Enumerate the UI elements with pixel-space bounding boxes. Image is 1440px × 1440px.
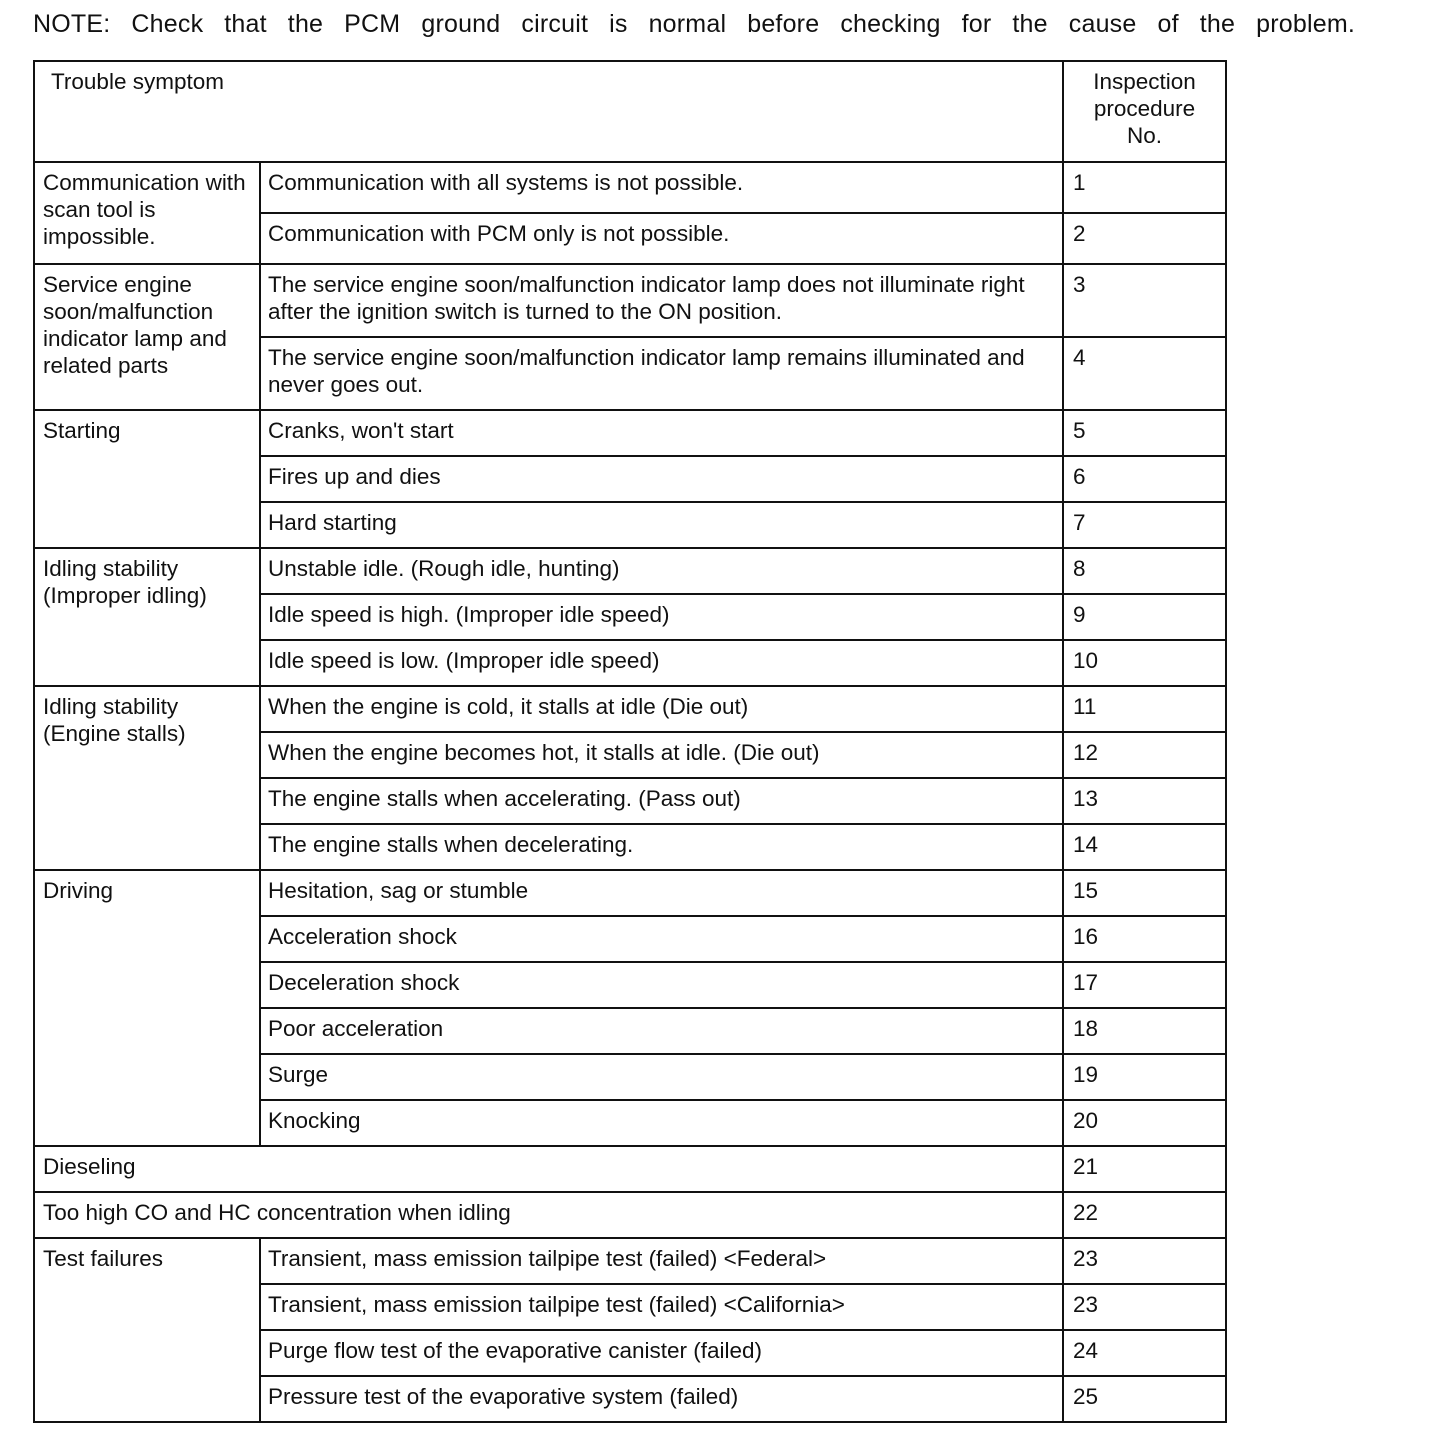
category-cell: Test failures (34, 1238, 260, 1422)
procedure-number: 4 (1063, 337, 1226, 410)
procedure-number: 10 (1063, 640, 1226, 686)
symptom-cell: Idle speed is low. (Improper idle speed) (260, 640, 1063, 686)
symptom-cell: Hard starting (260, 502, 1063, 548)
procedure-number: 22 (1063, 1192, 1226, 1238)
table-row (34, 686, 1226, 732)
procedure-number: 3 (1063, 264, 1226, 337)
table-row (34, 162, 1226, 213)
table-row (34, 1192, 1226, 1238)
table-row (34, 1146, 1226, 1192)
symptom-cell: Purge flow test of the evaporative canister (failed) (260, 1330, 1063, 1376)
table-row (34, 1238, 1226, 1284)
procedure-number: 15 (1063, 870, 1226, 916)
procedure-number: 21 (1063, 1146, 1226, 1192)
symptom-cell: Transient, mass emission tailpipe test (failed) <Federal> (260, 1238, 1063, 1284)
symptom-cell: Unstable idle. (Rough idle, hunting) (260, 548, 1063, 594)
header-trouble-symptom: Trouble symptom (34, 61, 1063, 162)
procedure-number: 23 (1063, 1238, 1226, 1284)
header-procedure-line: No. (1126, 123, 1162, 148)
symptom-cell: Transient, mass emission tailpipe test (failed) <California> (260, 1284, 1063, 1330)
table-row (34, 870, 1226, 916)
header-inspection-procedure (1063, 61, 1226, 162)
header-procedure-line: procedure (1093, 96, 1196, 121)
symptom-cell: Acceleration shock (260, 916, 1063, 962)
procedure-number: 2 (1063, 213, 1226, 264)
table-header-row (34, 61, 1226, 162)
symptom-cell: Hesitation, sag or stumble (260, 870, 1063, 916)
symptom-cell: Surge (260, 1054, 1063, 1100)
symptom-cell: Knocking (260, 1100, 1063, 1146)
procedure-number: 17 (1063, 962, 1226, 1008)
procedure-number: 18 (1063, 1008, 1226, 1054)
trouble-symptom-table (33, 60, 1227, 1423)
header-procedure-line: Inspection (1093, 69, 1196, 94)
symptom-cell: Idle speed is high. (Improper idle speed) (260, 594, 1063, 640)
symptom-cell: The engine stalls when decelerating. (260, 824, 1063, 870)
category-cell: Starting (34, 410, 260, 548)
symptom-cell: The service engine soon/malfunction indicator lamp remains illuminated and never goes out. (260, 337, 1063, 410)
category-cell: Idling stability (Engine stalls) (34, 686, 260, 870)
category-cell: Service engine soon/malfunction indicator lamp and related parts (34, 264, 260, 410)
procedure-number: 8 (1063, 548, 1226, 594)
symptom-cell-wide: Too high CO and HC concentration when idling (34, 1192, 1063, 1238)
procedure-number: 20 (1063, 1100, 1226, 1146)
symptom-cell: The engine stalls when accelerating. (Pass out) (260, 778, 1063, 824)
procedure-number: 13 (1063, 778, 1226, 824)
procedure-number: 7 (1063, 502, 1226, 548)
category-cell: Idling stability (Improper idling) (34, 548, 260, 686)
symptom-cell: Cranks, won't start (260, 410, 1063, 456)
symptom-cell: When the engine becomes hot, it stalls at idle. (Die out) (260, 732, 1063, 778)
note-text: NOTE: Check that the PCM ground circuit is normal before checking for the cause of the problem. (33, 10, 1355, 38)
procedure-number: 12 (1063, 732, 1226, 778)
category-cell: Communication with scan tool is impossible. (34, 162, 260, 264)
symptom-cell: The service engine soon/malfunction indicator lamp does not illuminate right after the ignition switch is turned to the ON position. (260, 264, 1063, 337)
procedure-number: 14 (1063, 824, 1226, 870)
procedure-number: 1 (1063, 162, 1226, 213)
symptom-cell: Pressure test of the evaporative system (failed) (260, 1376, 1063, 1422)
procedure-number: 16 (1063, 916, 1226, 962)
symptom-cell: Poor acceleration (260, 1008, 1063, 1054)
table-row (34, 410, 1226, 456)
table-row (34, 264, 1226, 337)
procedure-number: 5 (1063, 410, 1226, 456)
symptom-cell: When the engine is cold, it stalls at idle (Die out) (260, 686, 1063, 732)
symptom-cell: Communication with all systems is not possible. (260, 162, 1063, 213)
symptom-cell-wide: Dieseling (34, 1146, 1063, 1192)
symptom-cell: Fires up and dies (260, 456, 1063, 502)
procedure-number: 9 (1063, 594, 1226, 640)
procedure-number: 6 (1063, 456, 1226, 502)
procedure-number: 23 (1063, 1284, 1226, 1330)
symptom-cell: Communication with PCM only is not possible. (260, 213, 1063, 264)
table-row (34, 548, 1226, 594)
symptom-cell: Deceleration shock (260, 962, 1063, 1008)
procedure-number: 24 (1063, 1330, 1226, 1376)
procedure-number: 25 (1063, 1376, 1226, 1422)
procedure-number: 11 (1063, 686, 1226, 732)
category-cell: Driving (34, 870, 260, 1146)
procedure-number: 19 (1063, 1054, 1226, 1100)
